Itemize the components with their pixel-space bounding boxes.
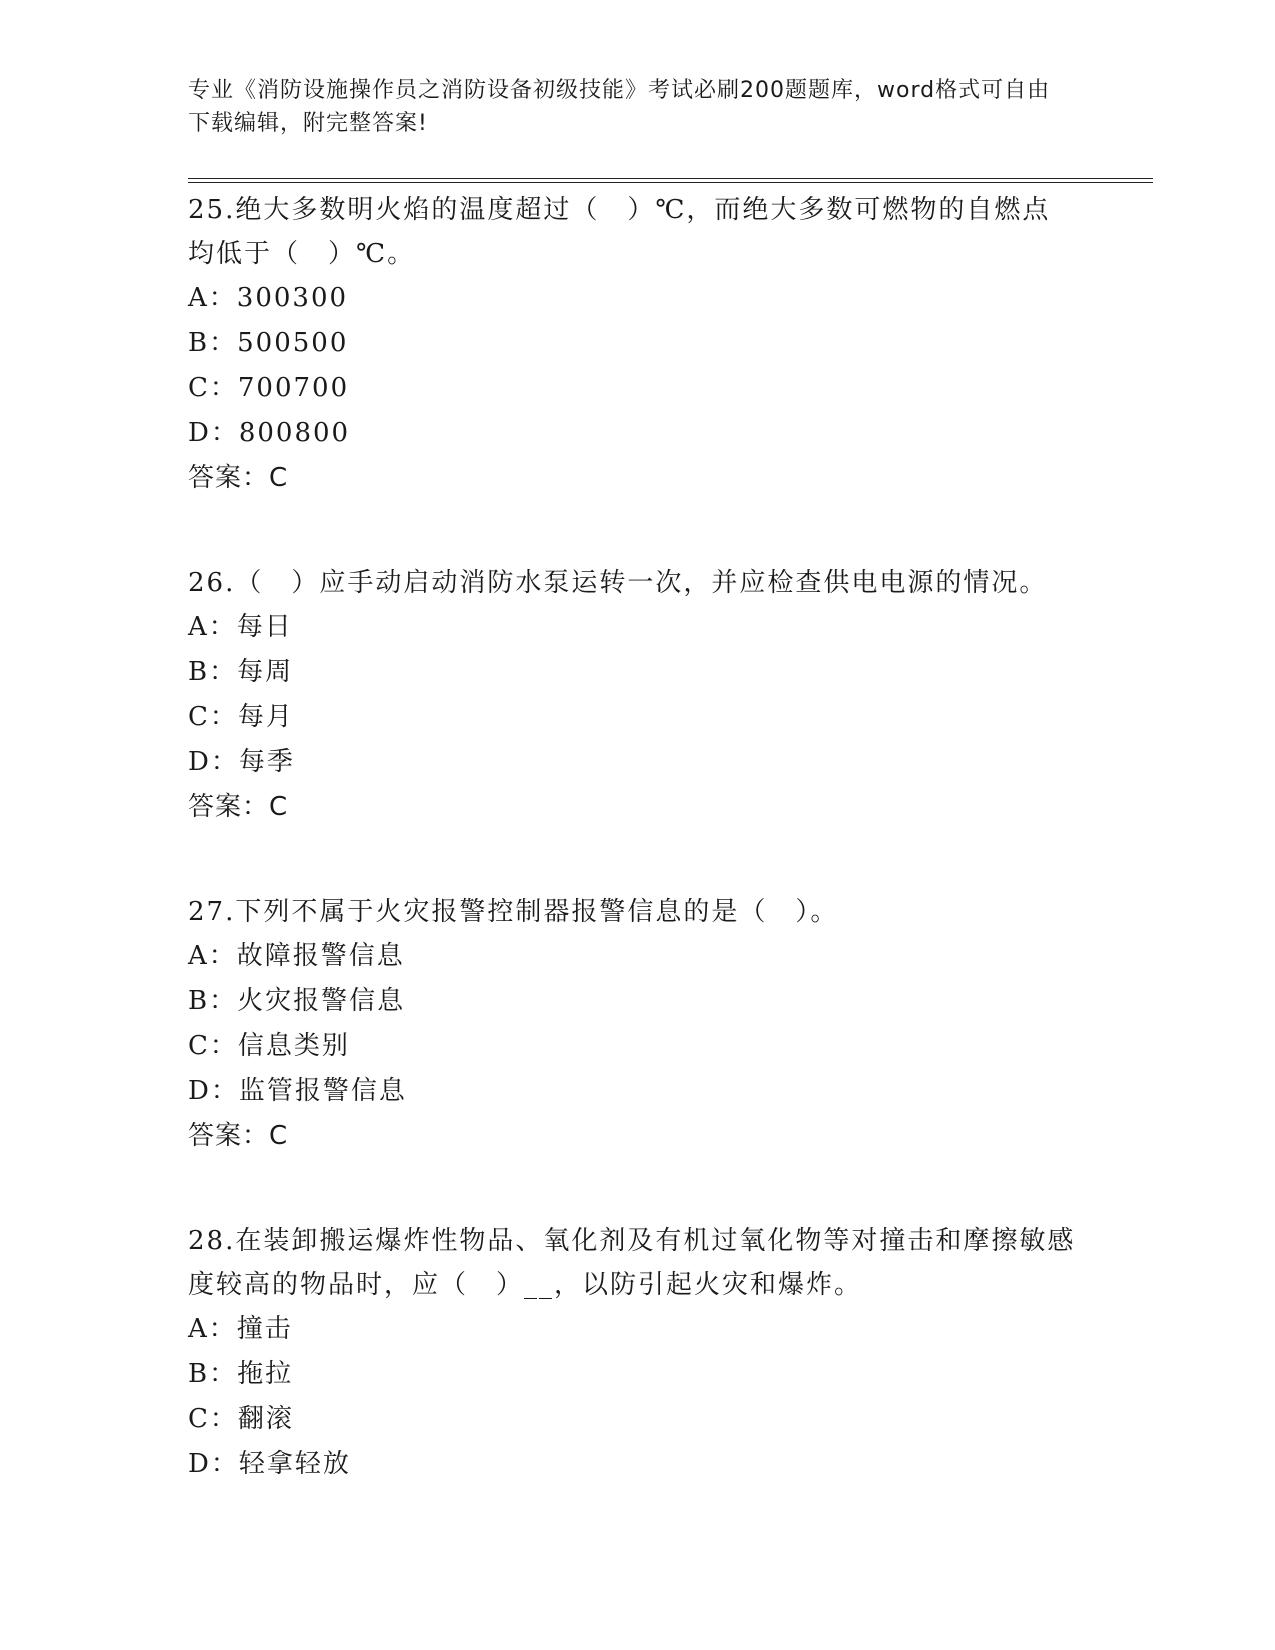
- option-a: A：撞击: [188, 1314, 293, 1344]
- option-c: C：翻滚: [188, 1404, 294, 1434]
- option-c: C：700700: [188, 373, 350, 403]
- option-c: C：信息类别: [188, 1031, 350, 1061]
- option-c: C：每月: [188, 702, 294, 732]
- question-27: [188, 890, 1088, 1159]
- option-b: B：每周: [188, 657, 294, 687]
- option-a: A：故障报警信息: [188, 941, 405, 971]
- document-header: 专业《消防设施操作员之消防设备初级技能》考试必刷200题题库，word格式可自由下载编辑，附完整答案!: [188, 78, 1051, 136]
- question-list: [188, 188, 1088, 1487]
- option-a: A：每日: [188, 612, 293, 642]
- option-d: D：监管报警信息: [188, 1076, 407, 1106]
- question-stem: 28.在装卸搬运爆炸性物品、氧化剂及有机过氧化物等对撞击和摩擦敏感度较高的物品时，应（ ）__，以防引起火灾和爆炸。: [188, 1226, 1076, 1300]
- option-b: B：火灾报警信息: [188, 986, 406, 1016]
- answer-line: 答案：C: [188, 463, 289, 493]
- option-a: A：300300: [188, 283, 349, 313]
- answer-line: 答案：C: [188, 792, 289, 822]
- question-28: [188, 1219, 1088, 1487]
- header-divider-bottom: [188, 182, 1153, 183]
- question-stem: 25.绝大多数明火焰的温度超过（ ）℃，而绝大多数可燃物的自燃点均低于（ ）℃。: [188, 195, 1051, 269]
- option-b: B：500500: [188, 328, 349, 358]
- question-25: [188, 188, 1088, 501]
- option-d: D：轻拿轻放: [188, 1449, 351, 1479]
- option-d: D：800800: [188, 418, 351, 448]
- answer-line: 答案：C: [188, 1121, 289, 1151]
- header-divider-top: [188, 178, 1153, 179]
- option-b: B：拖拉: [188, 1359, 294, 1389]
- question-stem: 26.（ ）应手动启动消防水泵运转一次，并应检查供电电源的情况。: [188, 568, 1048, 598]
- question-26: [188, 561, 1088, 830]
- option-d: D：每季: [188, 747, 295, 777]
- question-stem: 27.下列不属于火灾报警控制器报警信息的是（ ）。: [188, 897, 839, 927]
